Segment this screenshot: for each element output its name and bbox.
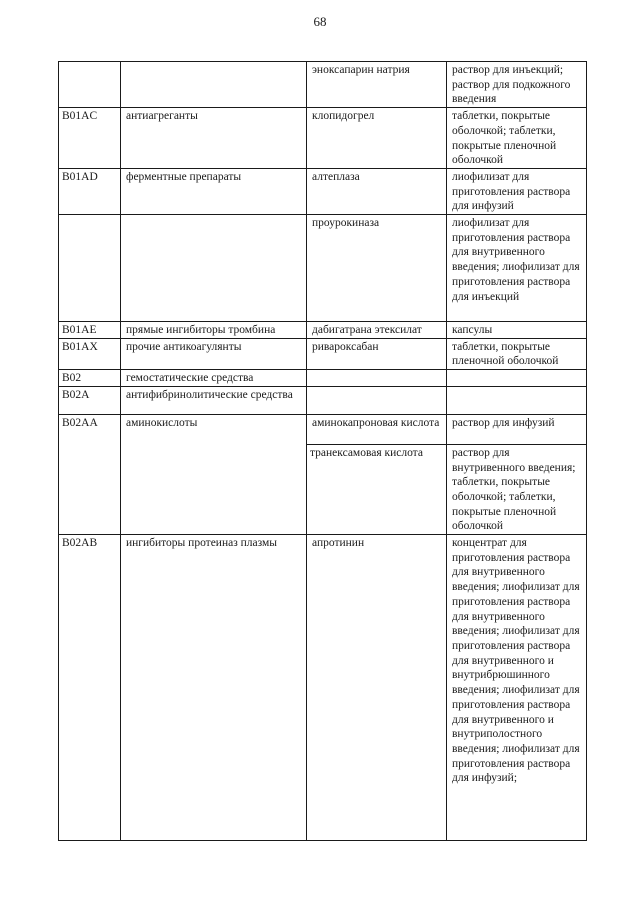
drug-name-cell: эноксапарин натрия <box>307 62 447 108</box>
dosage-form-cell <box>447 370 587 387</box>
dosage-form-cell: раствор для инъекций; раствор для подкожного введения <box>447 62 587 108</box>
dosage-form-cell: лиофилизат для приготовления раствора для внутривенного введения; лиофилизат для приготовления раствора для инъекций <box>447 215 587 322</box>
group-name-cell <box>121 62 307 108</box>
group-name-cell: гемостатические средства <box>121 370 307 387</box>
drug-name-cell: транексамовая кислота <box>307 444 447 534</box>
group-name-cell: ферментные препараты <box>121 168 307 214</box>
atc-code-cell <box>59 62 121 108</box>
dosage-form-cell: таблетки, покрытые пленочной оболочкой <box>447 338 587 369</box>
table-row <box>59 535 587 841</box>
drug-name-cell: алтеплаза <box>307 168 447 214</box>
table-row <box>59 338 587 369</box>
dosage-form-cell <box>447 386 587 414</box>
dosage-form-cell: капсулы <box>447 322 587 339</box>
group-name-cell: ингибиторы протеиназ плазмы <box>121 535 307 841</box>
atc-code-cell: B02A <box>59 386 121 414</box>
table-row <box>59 322 587 339</box>
dosage-form-cell: концентрат для приготовления раствора для внутривенного введения; лиофилизат для приготовления раствора для внутривенного введения; лиофилизат для приготовления раствора для внутривенного и внутрибрюшинного введения; лиофилизат для приготовления раствора для внутривенного и внутриполостного введения; лиофилизат для приготовления раствора для инфузий; <box>447 535 587 841</box>
table-row <box>59 215 587 322</box>
dosage-form-cell: раствор для инфузий <box>447 414 587 444</box>
dosage-form-cell: лиофилизат для приготовления раствора для инфузий <box>447 168 587 214</box>
drug-name-cell: клопидогрел <box>307 108 447 169</box>
drug-table <box>58 61 587 841</box>
drug-name-cell: ривароксабан <box>307 338 447 369</box>
drug-name-cell: дабигатрана этексилат <box>307 322 447 339</box>
drug-name-cell: апротинин <box>307 535 447 841</box>
atc-code-cell <box>59 215 121 322</box>
group-name-cell: антиагреганты <box>121 108 307 169</box>
page-number: 68 <box>313 14 327 29</box>
atc-code-cell: B01AC <box>59 108 121 169</box>
atc-code-cell: B01AX <box>59 338 121 369</box>
drug-name-cell: аминокапроновая кислота <box>307 414 447 444</box>
group-name-cell: прямые ингибиторы тромбина <box>121 322 307 339</box>
atc-code-cell: B02 <box>59 370 121 387</box>
drug-name-cell <box>307 386 447 414</box>
atc-code-cell: B01AD <box>59 168 121 214</box>
atc-code-cell: B02AA <box>59 414 121 534</box>
table-row <box>59 370 587 387</box>
table-row <box>59 108 587 169</box>
dosage-form-cell: таблетки, покрытые оболочкой; таблетки, покрытые пленочной оболочкой <box>447 108 587 169</box>
drug-name-cell: проурокиназа <box>307 215 447 322</box>
table-body <box>59 62 587 841</box>
drug-name-cell <box>307 370 447 387</box>
atc-code-cell: B02AB <box>59 535 121 841</box>
group-name-cell: аминокислоты <box>121 414 307 534</box>
atc-code-cell: B01AE <box>59 322 121 339</box>
dosage-form-cell: раствор для внутривенного введения; таблетки, покрытые оболочкой; таблетки, покрытые пленочной оболочкой <box>447 444 587 534</box>
group-name-cell: прочие антикоагулянты <box>121 338 307 369</box>
group-name-cell: антифибринолитические средства <box>121 386 307 414</box>
table-row <box>59 414 587 444</box>
group-name-cell <box>121 215 307 322</box>
table-row <box>59 168 587 214</box>
table-row <box>59 386 587 414</box>
table-row <box>59 62 587 108</box>
